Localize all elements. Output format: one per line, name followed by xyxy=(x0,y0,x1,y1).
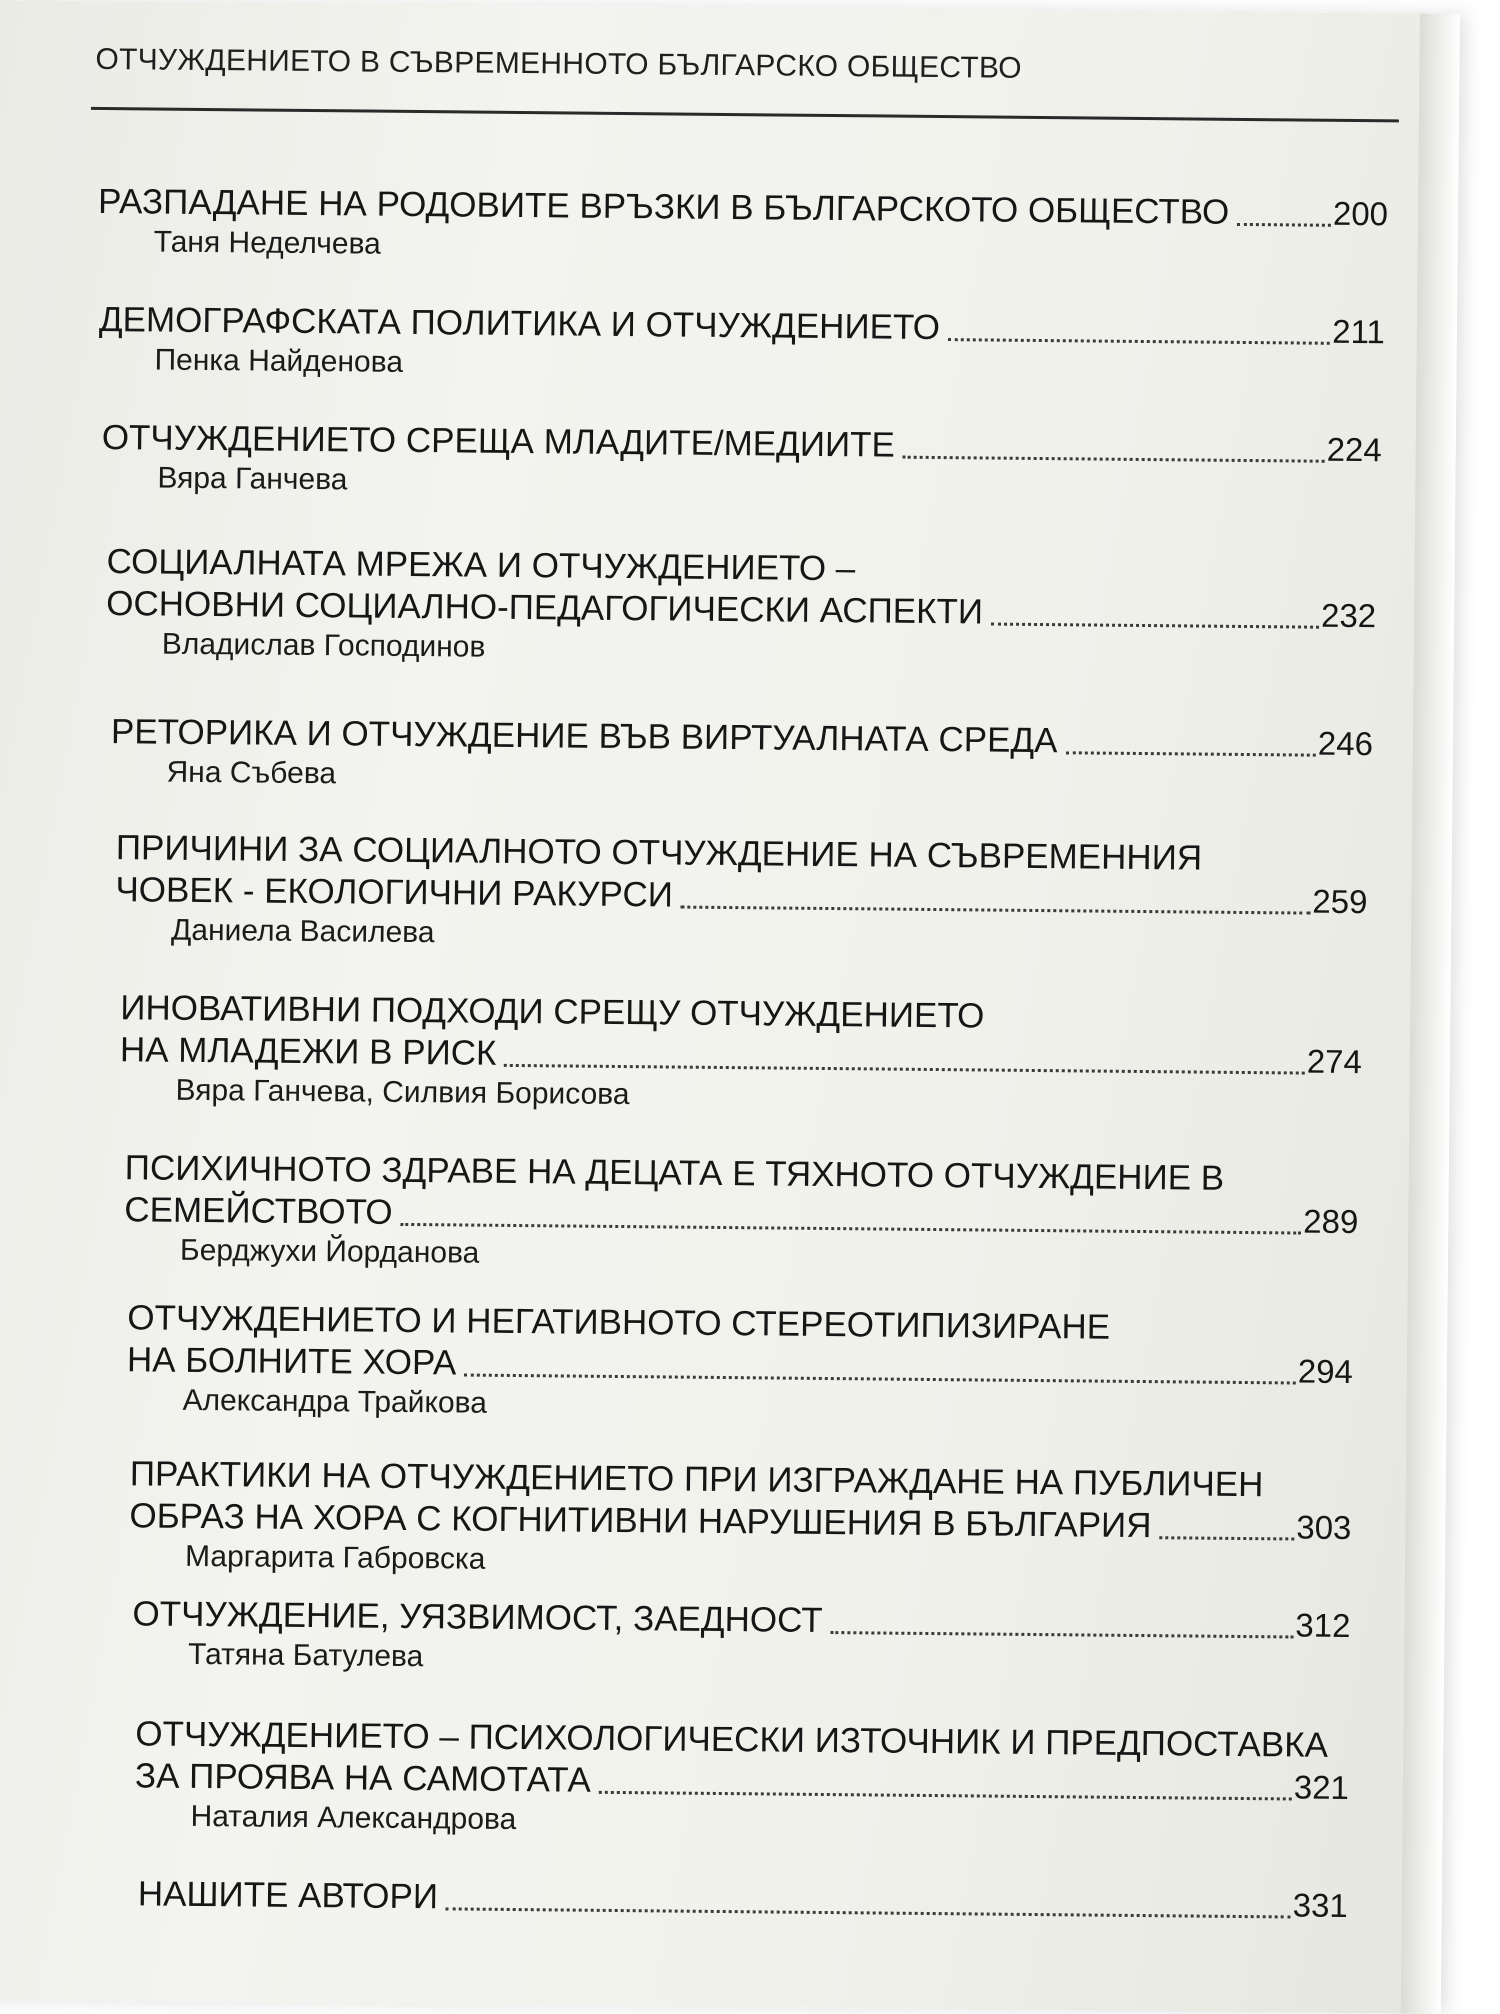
dot-leader xyxy=(948,338,1330,345)
entry-page-number: 312 xyxy=(1295,1606,1351,1645)
dot-leader xyxy=(681,905,1310,914)
dot-leader xyxy=(991,622,1319,628)
entry-title-line: ОБРАЗ НА ХОРА С КОГНИТИВНИ НАРУШЕНИЯ В БЪЛГАРИЯ xyxy=(129,1496,1152,1546)
entry-title: РАЗПАДАНЕ НА РОДОВИТЕ ВРЪЗКИ В БЪЛГАРСКОТО ОБЩЕСТВО xyxy=(97,181,1230,232)
toc-entry xyxy=(97,181,1388,273)
toc-entry xyxy=(98,299,1385,391)
dot-leader xyxy=(830,1631,1293,1638)
entry-page-number: 274 xyxy=(1306,1042,1363,1081)
entry-page-number: 232 xyxy=(1320,596,1377,635)
dot-leader xyxy=(599,1790,1292,1800)
entry-title: ОТЧУЖДЕНИЕТО СРЕЩА МЛАДИТЕ/МЕДИИТЕ xyxy=(101,417,896,465)
running-header: ОТЧУЖДЕНИЕТО В СЪВРЕМЕННОТО БЪЛГАРСКО ОБЩЕСТВО xyxy=(95,42,1023,85)
toc-entry xyxy=(126,1297,1353,1431)
dot-leader xyxy=(400,1222,1301,1234)
entry-title-line: ИНОВАТИВНИ ПОДХОДИ СРЕЩУ ОТЧУЖДЕНИЕТО xyxy=(120,988,985,1036)
dot-leader xyxy=(1159,1536,1294,1540)
toc-entry xyxy=(129,1453,1352,1587)
entry-page-number: 321 xyxy=(1293,1768,1350,1807)
entry-page-number: 294 xyxy=(1297,1352,1354,1391)
entry-title: ОТЧУЖДЕНИЕ, УЯЗВИМОСТ, ЗАЕДНОСТ xyxy=(132,1594,823,1640)
entry-title-line: СОЦИАЛНАТА МРЕЖА И ОТЧУЖДЕНИЕТО – xyxy=(106,542,856,589)
toc-entry xyxy=(106,541,1377,675)
dot-leader xyxy=(1065,751,1315,756)
toc-entry xyxy=(138,1873,1348,1927)
entry-title-line: ЧОВЕК - ЕКОЛОГИЧНИ РАКУРСИ xyxy=(115,870,674,915)
entry-title-line: ОТЧУЖДЕНИЕТО И НЕГАТИВНОТО СТЕРЕОТИПИЗИРАНЕ xyxy=(127,1298,1111,1347)
dot-leader xyxy=(1237,222,1331,226)
toc-entry xyxy=(132,1593,1351,1685)
entry-title-line: ЗА ПРОЯВА НА САМОТАТА xyxy=(134,1756,592,1800)
entry-author: Татяна Батулева xyxy=(187,1637,424,1674)
entry-title-line: ПРИЧИНИ ЗА СОЦИАЛНОТО ОТЧУЖДЕНИЕ НА СЪВРЕМЕННИЯ xyxy=(115,828,1203,878)
toc-entry xyxy=(110,711,1373,803)
entry-title-line: ОСНОВНИ СОЦИАЛНО-ПЕДАГОГИЧЕСКИ АСПЕКТИ xyxy=(106,584,984,632)
entry-page-number: 246 xyxy=(1317,724,1374,763)
toc-entry xyxy=(119,987,1362,1121)
entry-page-number: 331 xyxy=(1292,1886,1348,1925)
entry-author: Берджухи Йорданова xyxy=(179,1233,480,1270)
entry-author: Вяра Ганчева xyxy=(157,461,348,497)
dot-leader xyxy=(446,1907,1291,1918)
dot-leader xyxy=(464,1373,1296,1384)
toc-entry xyxy=(101,417,1382,509)
toc-entry xyxy=(115,827,1368,961)
entry-author: Яна Събева xyxy=(166,755,337,791)
toc-entry xyxy=(134,1713,1349,1847)
dot-leader xyxy=(903,455,1325,462)
entry-title-line: ПСИХИЧНОТО ЗДРАВЕ НА ДЕЦАТА Е ТЯХНОТО ОТЧУЖДЕНИЕ В xyxy=(124,1148,1225,1198)
dot-leader xyxy=(504,1063,1304,1074)
entry-author: Таня Неделчева xyxy=(153,225,381,261)
entry-author: Наталия Александрова xyxy=(190,1799,517,1837)
entry-page-number: 259 xyxy=(1312,882,1368,921)
entry-author: Даниела Василева xyxy=(170,913,435,950)
entry-author: Маргарита Габровска xyxy=(184,1539,486,1576)
entry-title: НАШИТЕ АВТОРИ xyxy=(137,1874,439,1917)
entry-page-number: 200 xyxy=(1332,194,1389,233)
entry-page-number: 211 xyxy=(1332,312,1386,351)
entry-page-number: 303 xyxy=(1296,1508,1352,1547)
entry-page-number: 289 xyxy=(1303,1202,1359,1241)
toc-entry xyxy=(124,1147,1359,1281)
entry-title-line: СЕМЕЙСТВОТО xyxy=(124,1190,393,1232)
entry-author: Пенка Найденова xyxy=(154,343,404,379)
entry-title-line: НА МЛАДЕЖИ В РИСК xyxy=(119,1030,497,1073)
entry-title-line: НА БОЛНИТЕ ХОРА xyxy=(126,1340,457,1383)
entry-author: Владислав Господинов xyxy=(161,627,486,664)
entry-author: Александра Трайкова xyxy=(182,1383,488,1420)
entry-title: ДЕМОГРАФСКАТА ПОЛИТИКА И ОТЧУЖДЕНИЕТО xyxy=(98,299,941,348)
entry-author: Вяра Ганчева, Силвия Борисова xyxy=(175,1073,630,1112)
entry-title-line: ОТЧУЖДЕНИЕТО – ПСИХОЛОГИЧЕСКИ ИЗТОЧНИК И ПРЕДПОСТАВКА xyxy=(135,1714,1329,1765)
entry-title-line: ПРАКТИКИ НА ОТЧУЖДЕНИЕТО ПРИ ИЗГРАЖДАНЕ НА ПУБЛИЧЕН xyxy=(129,1454,1264,1505)
entry-title: РЕТОРИКА И ОТЧУЖДЕНИЕ ВЪВ ВИРТУАЛНАТА СРЕДА xyxy=(110,712,1058,761)
entry-page-number: 224 xyxy=(1326,430,1382,469)
